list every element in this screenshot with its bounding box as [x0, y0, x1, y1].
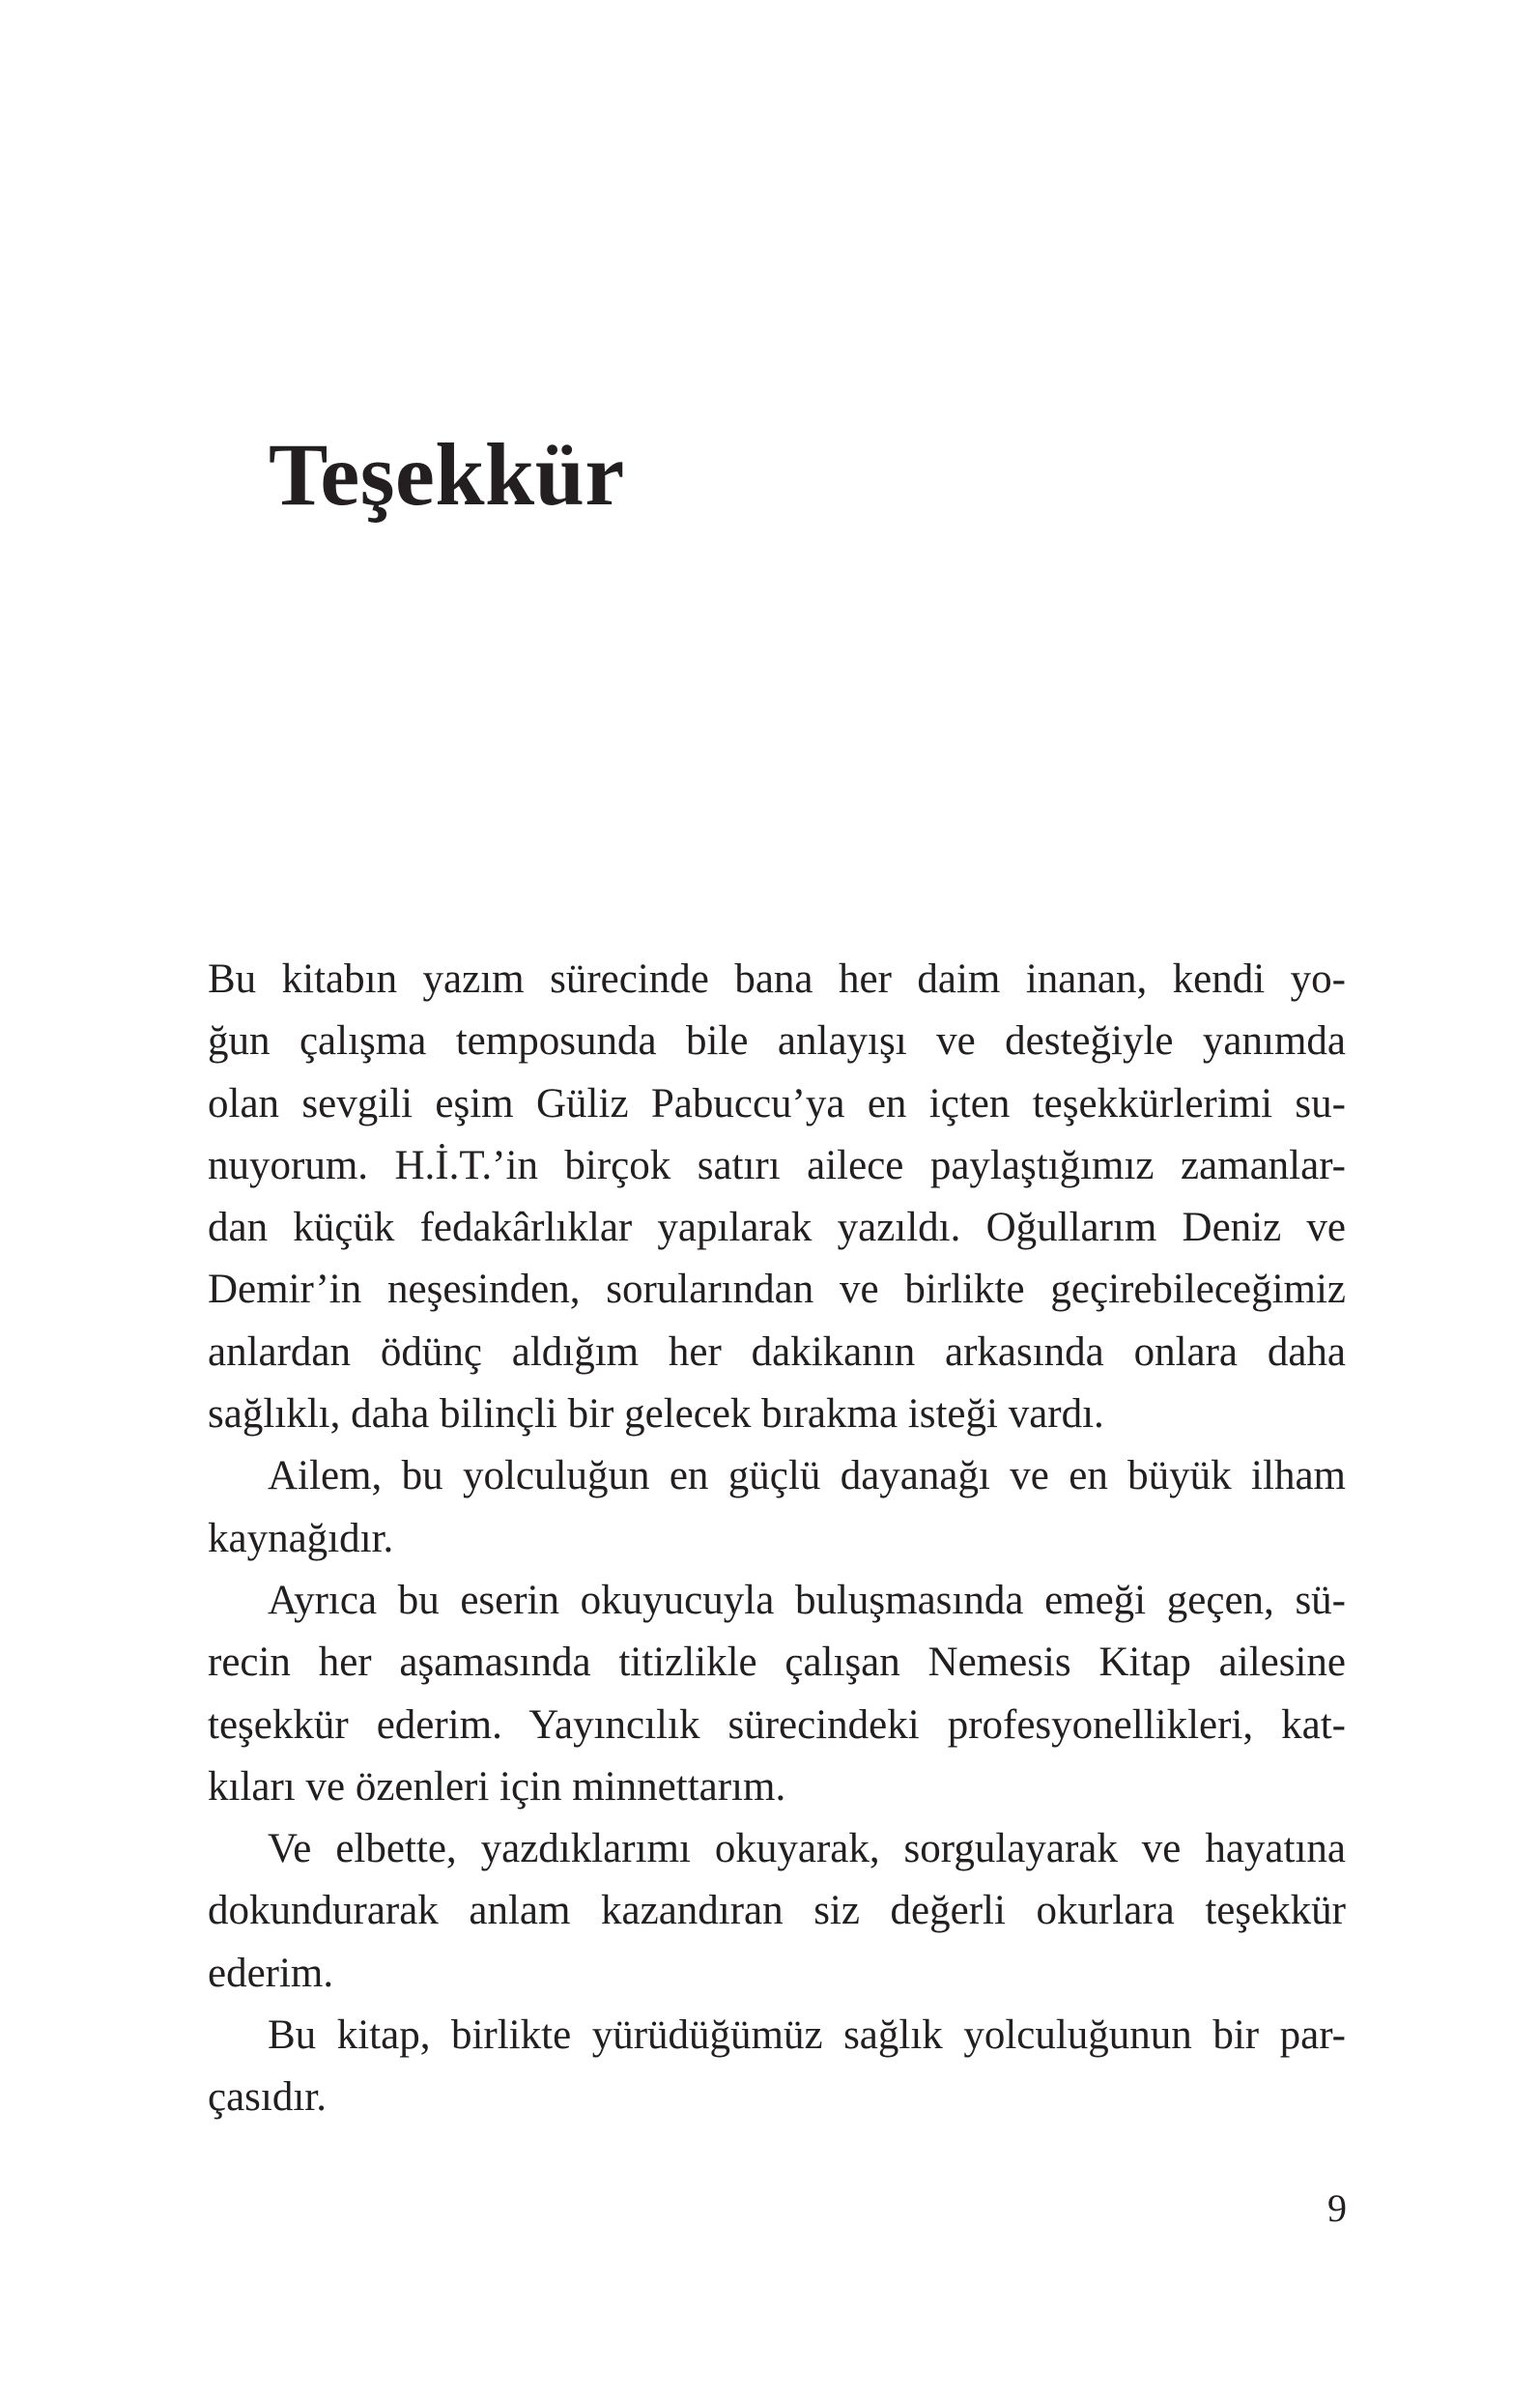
paragraph	[208, 1818, 1346, 2005]
body-text	[208, 949, 1346, 2129]
text-line: Bu kitabın yazım sürecinde bana her daim inanan, kendi yo-	[208, 956, 1346, 1002]
text-line: Demir’in neşesinden, sorularından ve birlikte geçirebileceğimiz	[208, 1267, 1346, 1313]
text-line: ğun çalışma temposunda bile anlayışı ve desteğiyle yanımda	[208, 1018, 1346, 1065]
text-line: Ayrıca bu eserin okuyucuyla buluşmasında emeği geçen, sü-	[268, 1577, 1346, 1623]
text-line: recin her aşamasında titizlikle çalışan Nemesis Kitap ailesine	[208, 1640, 1346, 1686]
paragraph	[208, 1570, 1346, 1818]
text-line: Bu kitap, birlikte yürüdüğümüz sağlık yolculuğunun bir par-	[268, 2012, 1346, 2059]
text-line: çasıdır.	[208, 2074, 327, 2121]
text-line: ederim.	[208, 1950, 334, 1996]
page-number: 9	[1327, 2186, 1347, 2230]
paragraph	[208, 2005, 1346, 2129]
text-line: Ailem, bu yolculuğun en güçlü dayanağı ve en büyük ilham	[268, 1453, 1346, 1499]
text-line: dan küçük fedakârlıklar yapılarak yazıldı. Oğullarım Deniz ve	[208, 1205, 1346, 1251]
text-line: sağlıklı, daha bilinçli bir gelecek bırakma isteği vardı.	[208, 1391, 1104, 1438]
text-line: anlardan ödünç aldığım her dakikanın arkasında onlara daha	[208, 1328, 1346, 1375]
paragraph	[208, 1445, 1346, 1570]
text-line: kıları ve özenleri için minnettarım.	[208, 1763, 786, 1810]
text-line: olan sevgili eşim Güliz Pabuccu’ya en içten teşekkürlerimi su-	[208, 1080, 1346, 1127]
text-line: dokundurarak anlam kazandıran siz değerli okurlara teşekkür	[208, 1888, 1346, 1934]
text-line: nuyorum. H.İ.T.’in birçok satırı ailece paylaştığımız zamanlar-	[208, 1142, 1346, 1188]
paragraph	[208, 949, 1346, 1445]
text-line: Ve elbette, yazdıklarımı okuyarak, sorgulayarak ve hayatına	[268, 1826, 1346, 1872]
text-line: teşekkür ederim. Yayıncılık sürecindeki profesyonellikleri, kat-	[208, 1701, 1346, 1748]
text-line: kaynağıdır.	[208, 1515, 394, 1561]
page-title: Teşekkür	[269, 425, 625, 524]
